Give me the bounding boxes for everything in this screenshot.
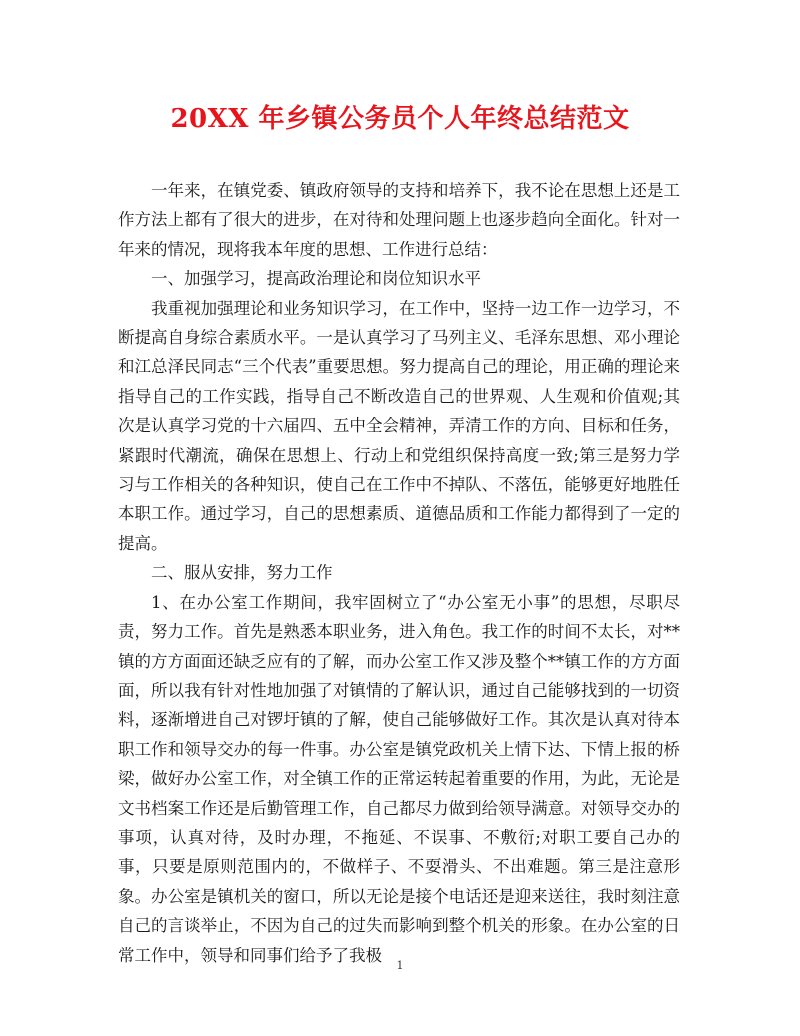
page-number: 1 bbox=[396, 959, 404, 972]
paragraph-intro: 一年来，在镇党委、镇政府领导的支持和培养下，我不论在思想上还是工作方法上都有了很大的进步，在对待和处理问题上也逐步趋向全面化。针对一年来的情况，现将我本年度的思想、工作进行总结： bbox=[118, 181, 680, 259]
document-body bbox=[118, 176, 680, 970]
document-title: 20XX 年乡镇公务员个人年终总结范文 bbox=[170, 104, 630, 134]
paragraph-study: 我重视加强理论和业务知识学习，在工作中，坚持一边工作一边学习，不断提高自身综合素质水平。一是认真学习了马列主义、毛泽东思想、邓小理论和江总泽民同志“三个代表”重要思想。努力提高自己的理论，用正确的理论来指导自己的工作实践，指导自己不断改造自己的世界观、人生观和价值观;其次是认真学习党的十六届四、五中全会精神，弄清工作的方向、目标和任务，紧跟时代潮流，确保在思想上、行动上和党组织保持高度一致;第三是努力学习与工作相关的各种知识，使自己在工作中不掉队、不落伍，能够更好地胜任本职工作。通过学习，自己的思想素质、道德品质和工作能力都得到了一定的提高。 bbox=[118, 298, 680, 553]
section-heading-1: 一、加强学习，提高政治理论和岗位知识水平 bbox=[151, 269, 481, 289]
paragraph-office-work: 1、在办公室工作期间，我牢固树立了“办公室无小事”的思想，尽职尽责，努力工作。首先是熟悉本职业务，进入角色。我工作的时间不太长，对**镇的方方面面还缺乏应有的了解，而办公室工作又涉及整个**镇工作的方方面面，所以我有针对性地加强了对镇情的了解认识，通过自己能够找到的一切资料，逐渐增进自己对锣圩镇的了解，使自己能够做好工作。其次是认真对待本职工作和领导交办的每一件事。办公室是镇党政机关上情下达、下情上报的桥梁，做好办公室工作，对全镇工作的正常运转起着重要的作用，为此，无论是文书档案工作还是后勤管理工作，自己都尽力做到给领导满意。对领导交办的事项，认真对待，及时办理，不拖延、不误事、不敷衍;对职工要自己办的事，只要是原则范围内的，不做样子、不耍滑头、不出难题。第三是注意形象。办公室是镇机关的窗口，所以无论是接个电话还是迎来送往，我时刻注意自己的言谈举止，不因为自己的过失而影响到整个机关的形象。在办公室的日常工作中，领导和同事们给予了我极 bbox=[118, 592, 680, 965]
section-heading-2: 二、服从安排，努力工作 bbox=[151, 563, 333, 583]
